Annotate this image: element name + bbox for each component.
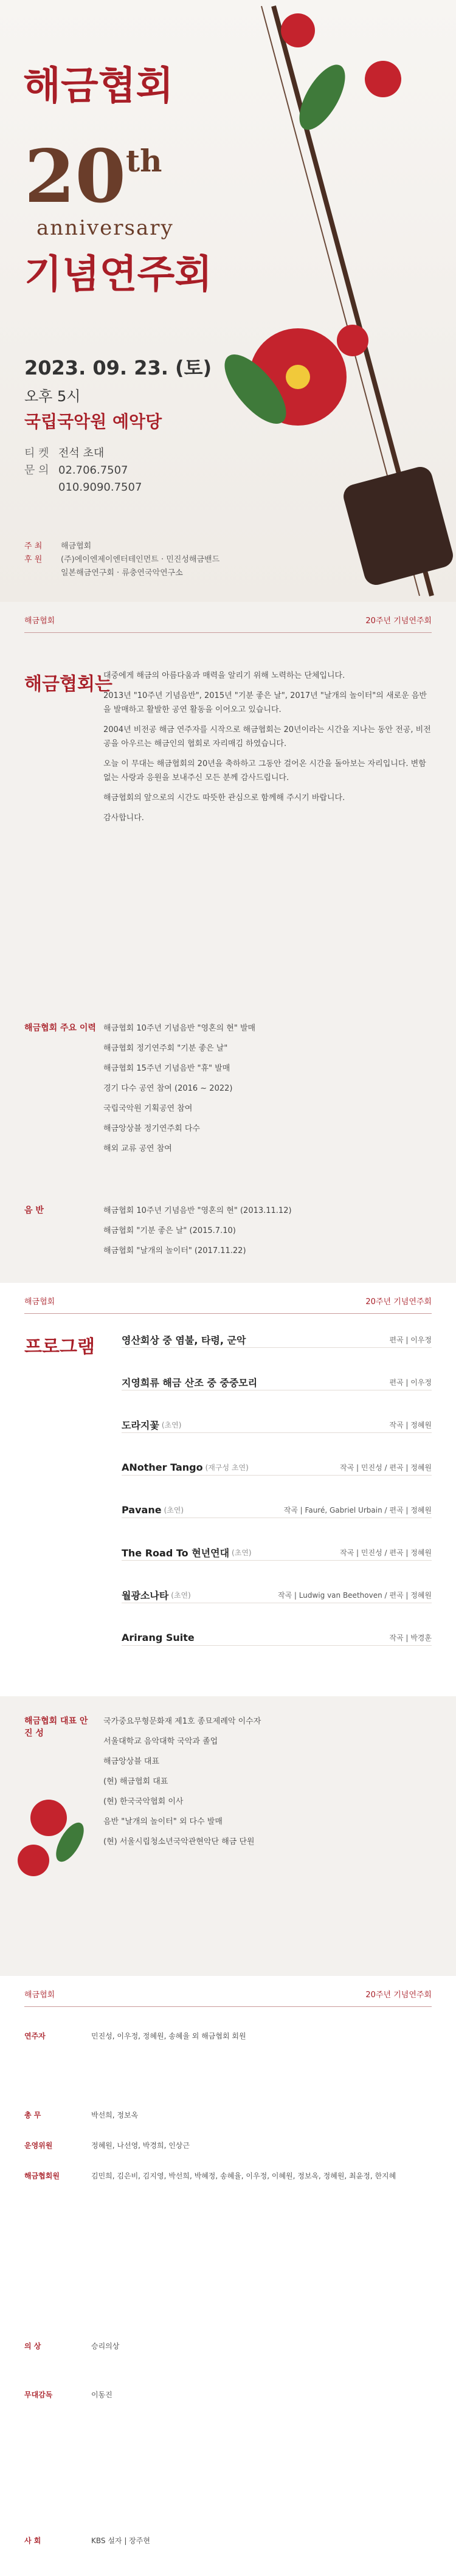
albums-list bbox=[103, 1204, 432, 1264]
credits-row: 의 상 승리의상 bbox=[24, 2342, 120, 2350]
section-bar: 해금협회 20주년 기념연주회 bbox=[24, 614, 432, 633]
history-list bbox=[103, 1021, 432, 1162]
history-item: 국립국악원 기획공연 참여 bbox=[103, 1104, 193, 1113]
section-bar: 해금협회 20주년 기념연주회 bbox=[24, 1295, 432, 1314]
bio-line: (현) 서울시립청소년국악관현악단 해금 단원 bbox=[103, 1837, 255, 1846]
hero-time: 오후 5시 bbox=[24, 388, 81, 405]
greeting-text: 대중에게 해금의 아름다움과 매력을 알리기 위해 노력하는 단체입니다. 2013년 "10주년 기념음반", 2015년 "기분 좋은 날", 2017년 "날개의 놀이터"의 새로운 음반을 발매하고 활발한 공연 활동을 이어오고 있습니다. 2004년 비전공 해금 연주자를 시작으로 해금협회는 20년이라는 시간을 지나는 동안 전공, 비전공을 아우르는 해금인의 협회로 자리매김 하였습니다. 오늘 이 무대는 해금협회의 20년을 축하하고 그동안 걸어온 시간을 돌아보는 자리입니다. 변함없는 사랑과 응원을 보내주신 모든 분께 감사드립니다. 해금협회의 앞으로의 시간도 따뜻한 관심으로 함께해 주시기 바랍니다. 감사합니다. bbox=[103, 671, 431, 823]
program-item: 지영희류 해금 산조 중 중중모리 편곡 | 이우정 bbox=[122, 1374, 432, 1390]
credits-row: 무대감독 이동진 bbox=[24, 2391, 112, 2399]
credits-row: 사 회 KBS 설자 | 장주현 bbox=[24, 2536, 150, 2545]
history-label: 해금협회 주요 이력 bbox=[24, 1023, 96, 1033]
hero-sponsors: 주 최 해금협회 후 원 (주)에이엔제이엔터테인먼트 · 민진성해금밴드 일본해금연구회 · 류충연국악연구소 bbox=[24, 542, 220, 578]
bio-line: 국가중요무형문화재 제1호 종묘제례악 이수자 bbox=[103, 1717, 261, 1726]
credits-row: 운영위원 정혜원, 나선영, 박경희, 인상근 bbox=[24, 2141, 190, 2150]
albums-label: 음 반 bbox=[24, 1206, 44, 1215]
program-item: The Road To 현년연대 (초연) 작곡 | 민진성 / 편곡 | 정혜원 bbox=[122, 1544, 432, 1561]
bio-line: 음반 "날개의 놀이터" 외 다수 발매 bbox=[103, 1817, 223, 1826]
camellia-decoration bbox=[12, 1781, 91, 1903]
credits-row: 해금협회원 김민희, 김은비, 김지영, 박선희, 박혜정, 송혜율, 이우정, 이혜원, 정보옥, 정혜원, 최윤정, 한지혜 bbox=[24, 2172, 396, 2180]
bio-line: 해금앙상블 대표 bbox=[103, 1757, 160, 1766]
history-item: 해금협회 정기연주회 "기분 좋은 날" bbox=[103, 1044, 228, 1053]
credits-row: 총 무 박선희, 정보옥 bbox=[24, 2111, 139, 2119]
album-item: 해금협회 10주년 기념음반 "영혼의 현" (2013.11.12) bbox=[103, 1206, 292, 1215]
album-item: 해금협회 "날개의 놀이터" (2017.11.22) bbox=[103, 1246, 246, 1255]
hero-anniversary: anniversary bbox=[36, 216, 174, 240]
album-item: 해금협회 "기분 좋은 날" (2015.7.10) bbox=[103, 1226, 236, 1235]
bio-line: (현) 한국국악협회 이사 bbox=[103, 1797, 184, 1806]
program-item: Pavane (초연) 작곡 | Fauré, Gabriel Urbain / 편곡 | 정혜원 bbox=[122, 1502, 432, 1518]
section-bar: 해금협회 20주년 기념연주회 bbox=[24, 1988, 432, 2007]
history-item: 해금협회 15주년 기념음반 "휴" 발매 bbox=[103, 1064, 230, 1073]
credits-section bbox=[0, 1976, 456, 2576]
hero-section bbox=[0, 0, 456, 602]
bio-line: 서울대학교 음악대학 국악과 졸업 bbox=[103, 1737, 218, 1746]
program-item: 월광소나타 (초연) 작곡 | Ludwig van Beethoven / 편곡 | 정혜원 bbox=[122, 1587, 432, 1603]
performer-section bbox=[0, 1696, 456, 1976]
program-item: 영산회상 중 염불, 타령, 군악 편곡 | 이우정 bbox=[122, 1331, 432, 1348]
haegeum-illustration bbox=[201, 0, 456, 602]
history-item: 해금협회 10주년 기념음반 "영혼의 현" 발매 bbox=[103, 1024, 256, 1033]
program-item: Arirang Suite 작곡 | 박경훈 bbox=[122, 1629, 432, 1646]
history-section bbox=[0, 1003, 456, 1283]
hero-venue: 국립국악원 예악당 bbox=[24, 412, 162, 432]
greeting-title: 해금협회는 bbox=[24, 674, 112, 695]
program-section bbox=[0, 1283, 456, 1696]
history-item: 경기 다수 공연 참여 (2016 ~ 2022) bbox=[103, 1084, 233, 1093]
program-item: 도라지꽃 (초연) 작곡 | 정혜원 bbox=[122, 1417, 432, 1433]
credits-row: 연주자 민진성, 이우정, 정혜원, 송혜율 외 해금협회 회원 bbox=[24, 2032, 246, 2040]
program-item: ANother Tango (재구성 초연) 작곡 | 민진성 / 편곡 | 정혜원 bbox=[122, 1459, 432, 1476]
program-title: 프로그램 bbox=[24, 1336, 95, 1358]
hero-info: 티 켓 전석 초대 문 의 02.706.7507 010.9090.7507 bbox=[24, 447, 142, 494]
hero-subtitle: 기념연주회 bbox=[24, 252, 213, 297]
hero-date: 2023. 09. 23. (토) bbox=[24, 356, 212, 379]
bio-line: (현) 해금협회 대표 bbox=[103, 1777, 168, 1786]
greeting-section bbox=[0, 602, 456, 1003]
history-item: 해외 교류 공연 참여 bbox=[103, 1144, 172, 1153]
hero-twenty: 20th bbox=[24, 134, 162, 219]
performer-label: 해금협회 대표 안 진 성 bbox=[24, 1716, 88, 1738]
history-item: 해금앙상블 정기연주회 다수 bbox=[103, 1124, 200, 1133]
hero-title: 해금협회 bbox=[23, 63, 174, 109]
performer-bio bbox=[103, 1714, 432, 1855]
